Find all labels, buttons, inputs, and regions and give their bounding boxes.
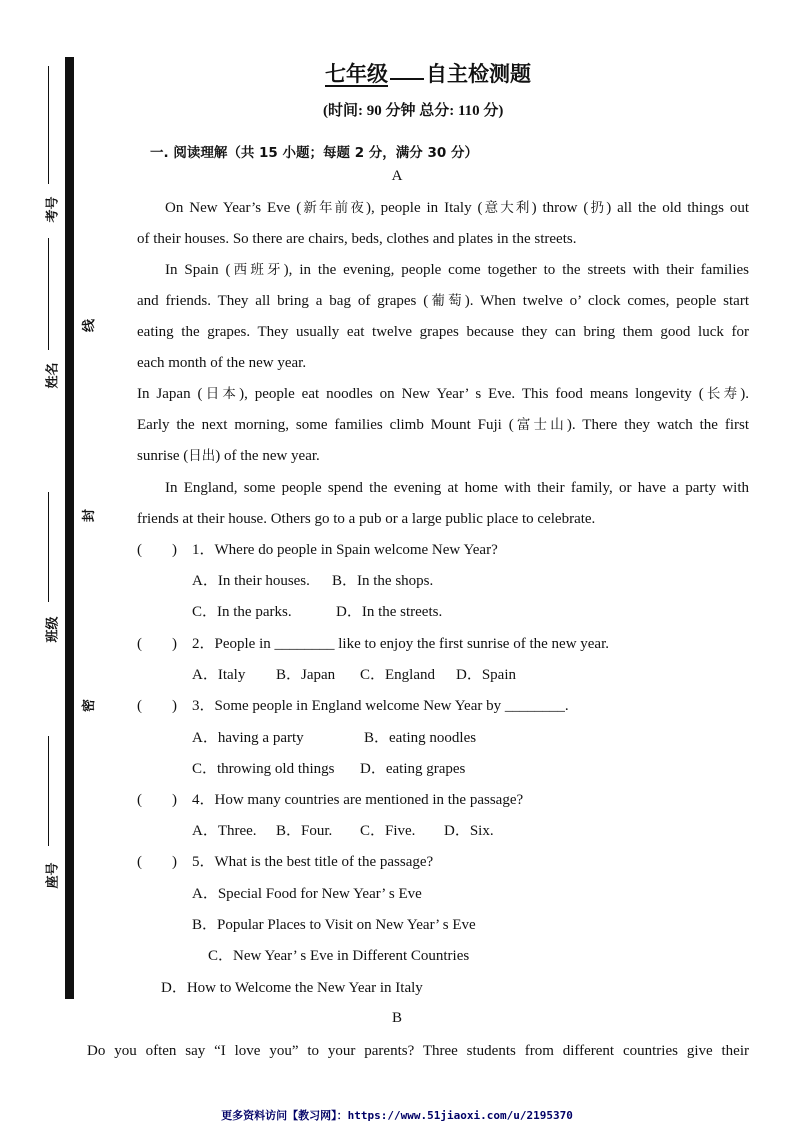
passage-line: In England, some people spend the evening at home with their family, or have a party with	[165, 480, 749, 496]
question-5-option-b[interactable]: B．Popular Places to Visit on New Year’ s Eve	[192, 917, 476, 933]
answer-blank[interactable]: ( )	[137, 698, 177, 714]
passage-line: On New Year’s Eve (新年前夜), people in Italy (意大利) throw (扔) all the old things out	[165, 200, 750, 216]
question-4-options: A．Three. B．Four. C．Five. D．Six.	[192, 823, 494, 839]
question-3-options: A．having a party B．eating noodles	[192, 730, 477, 746]
part-b-first-line: Do you often say “I love you” to your parents? Three students from different countries give their	[87, 1043, 749, 1059]
passage-line: each month of the new year.	[137, 355, 307, 371]
page-title	[325, 58, 531, 88]
answer-blank[interactable]: ( )	[137, 854, 177, 870]
passage-line: Early the next morning, some families climb Mount Fuji (富士山). There they watch the first	[137, 417, 750, 433]
section-heading: 一. 阅读理解（共 15 小题；每题 2 分，满分 30 分）	[150, 145, 478, 161]
question-5-option-a[interactable]: A．Special Food for New Year’ s Eve	[192, 886, 422, 902]
title-main: 自主检测题	[426, 62, 531, 86]
passage-line: sunrise (日出) of the new year.	[137, 448, 320, 464]
passage-line: and friends. They all bring a bag of grapes (葡萄). When twelve o’ clock comes, people start	[137, 293, 750, 309]
question-4: ( ) 4．How many countries are mentioned in the passage?	[137, 792, 524, 808]
answer-blank[interactable]: ( )	[137, 542, 177, 558]
cut-mark-secret: 密	[82, 698, 98, 713]
cut-mark-seal: 封	[82, 508, 98, 523]
question-3: ( ) 3．Some people in England welcome New Year by ________.	[137, 698, 569, 714]
question-2: ( ) 2．People in ________ like to enjoy the first sunrise of the new year.	[137, 636, 610, 652]
question-2-options: A．Italy B．Japan C．England D．Spain	[192, 667, 517, 683]
part-a-label: A	[391, 168, 403, 184]
title-blank	[390, 78, 424, 80]
exam-info: (时间: 90 分钟 总分: 110 分)	[323, 103, 504, 119]
passage-line: In Spain (西班牙), in the evening, people come together to the streets with their families	[165, 262, 749, 278]
question-1: ( ) 1．Where do people in Spain welcome New Year?	[137, 542, 498, 558]
footer-link[interactable]: 更多资料访问【教习网】：https://www.51jiaoxi.com/u/2195370	[221, 1109, 573, 1122]
title-grade: 七年级	[325, 62, 388, 86]
passage-line: eating the grapes. They usually eat twelve grapes because they can bring them good luck for	[137, 324, 749, 340]
passage-line: In Japan (日本), people eat noodles on New Year’ s Eve. This food means longevity (长寿).	[137, 386, 750, 402]
binding-bar	[65, 57, 74, 999]
passage-line: friends at their house. Others go to a pub or a large public place to celebrate.	[137, 511, 596, 527]
question-3-options: C．throwing old things D．eating grapes	[192, 761, 466, 777]
seat-no-blank	[48, 736, 49, 846]
class-label: 班级	[45, 616, 61, 643]
question-1-options: C．In the parks. D．In the streets.	[192, 604, 443, 620]
seat-no-label: 座号	[45, 862, 61, 889]
part-b-label: B	[391, 1010, 402, 1026]
cut-mark-line: 线	[82, 318, 98, 333]
class-blank	[48, 492, 49, 602]
exam-no-label: 考号	[45, 196, 61, 223]
passage-line: of their houses. So there are chairs, beds, clothes and plates in the streets.	[137, 231, 577, 247]
question-1-options: A．In their houses. B．In the shops.	[192, 573, 434, 589]
question-5: ( ) 5．What is the best title of the passage?	[137, 854, 434, 870]
question-5-option-c[interactable]: C．New Year’ s Eve in Different Countries	[208, 948, 470, 964]
name-label: 姓名	[45, 362, 61, 389]
answer-blank[interactable]: ( )	[137, 636, 177, 652]
exam-no-blank	[48, 66, 49, 184]
question-5-option-d[interactable]: D．How to Welcome the New Year in Italy	[161, 980, 423, 996]
name-blank	[48, 238, 49, 350]
answer-blank[interactable]: ( )	[137, 792, 177, 808]
